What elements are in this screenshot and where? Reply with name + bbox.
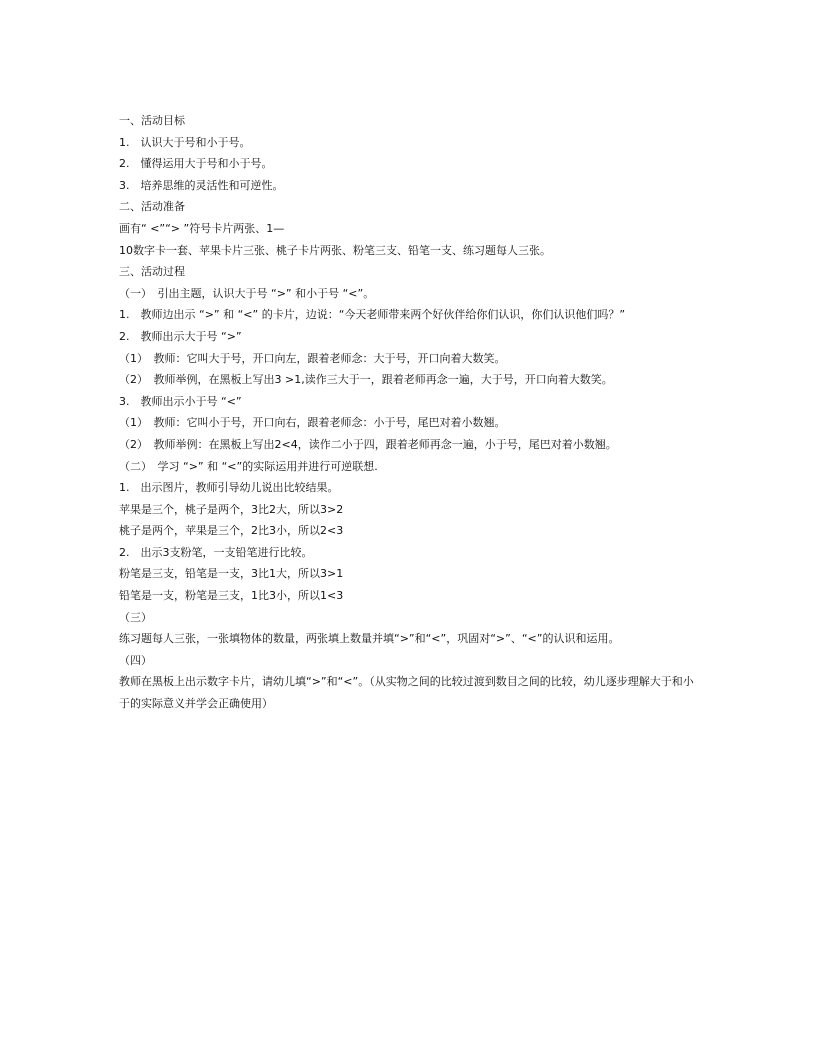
process-step: （四） <box>119 653 152 667</box>
process-step: 教师在黑板上出示数字卡片，请幼儿填“>”和“<”。（从实物之间的比较过渡到数目之间的比较，幼儿逐步理解大于和小于的实际意义并学会正确使用） <box>119 675 694 711</box>
process-step: 3. 教师出示小于号 “<” <box>119 394 242 408</box>
goal-item: 2. 懂得运用大于号和小于号。 <box>119 157 273 171</box>
process-step: （1） 教师：它叫小于号，开口向右，跟着老师念：小于号，尾巴对着小数翘。 <box>119 416 506 430</box>
process-step: 桃子是两个，苹果是三个，2比3小，所以2<3 <box>119 524 344 538</box>
goal-item: 3. 培养思维的灵活性和可逆性。 <box>119 178 284 192</box>
process-step: 1. 出示图片，教师引导幼儿说出比较结果。 <box>119 481 339 495</box>
process-step: （2） 教师举例：在黑板上写出2<4，读作二小于四，跟着老师再念一遍，小于号，尾巴对着小数翘。 <box>119 437 617 451</box>
process-step: 铅笔是一支，粉笔是三支，1比3小，所以1<3 <box>119 589 344 603</box>
process-step: 1. 教师边出示 “>” 和 “<” 的卡片，边说：“今天老师带来两个好伙伴给你们认识，你们认识他们吗？” <box>119 308 626 322</box>
preparation-text: 10数字卡一套、苹果卡片三张、桃子卡片两张、粉笔三支、铅笔一支、练习题每人三张。 <box>119 243 551 257</box>
preparation-text: 画有“ <”“> ”符号卡片两张、1— <box>119 221 285 235</box>
process-step: （一） 引出主题，认识大于号 “>” 和小于号 “<”。 <box>119 286 375 300</box>
process-step: 2. 教师出示大于号 “>” <box>119 329 242 343</box>
heading-process: 三、活动过程 <box>119 265 185 279</box>
document-body <box>119 110 699 715</box>
heading-preparation: 二、活动准备 <box>119 200 185 214</box>
process-step: （二） 学习 “>” 和 “<”的实际运用并进行可逆联想. <box>119 459 378 473</box>
process-step: （三） <box>119 610 152 624</box>
process-step: 苹果是三个，桃子是两个，3比2大，所以3>2 <box>119 502 344 516</box>
process-step: 2. 出示3支粉笔，一支铅笔进行比较。 <box>119 545 313 559</box>
process-step: 粉笔是三支，铅笔是一支，3比1大，所以3>1 <box>119 567 344 581</box>
process-step: （2） 教师举例，在黑板上写出3 >1,读作三大于一，跟着老师再念一遍，大于号，开口向着大数笑。 <box>119 373 613 387</box>
process-step: （1） 教师：它叫大于号，开口向左，跟着老师念：大于号，开口向着大数笑。 <box>119 351 506 365</box>
process-step: 练习题每人三张，一张填物体的数量，两张填上数量并填“>”和“<”，巩固对“>”、“<”的认识和运用。 <box>119 632 620 646</box>
goal-item: 1. 认识大于号和小于号。 <box>119 135 251 149</box>
heading-goals: 一、活动目标 <box>119 114 185 127</box>
